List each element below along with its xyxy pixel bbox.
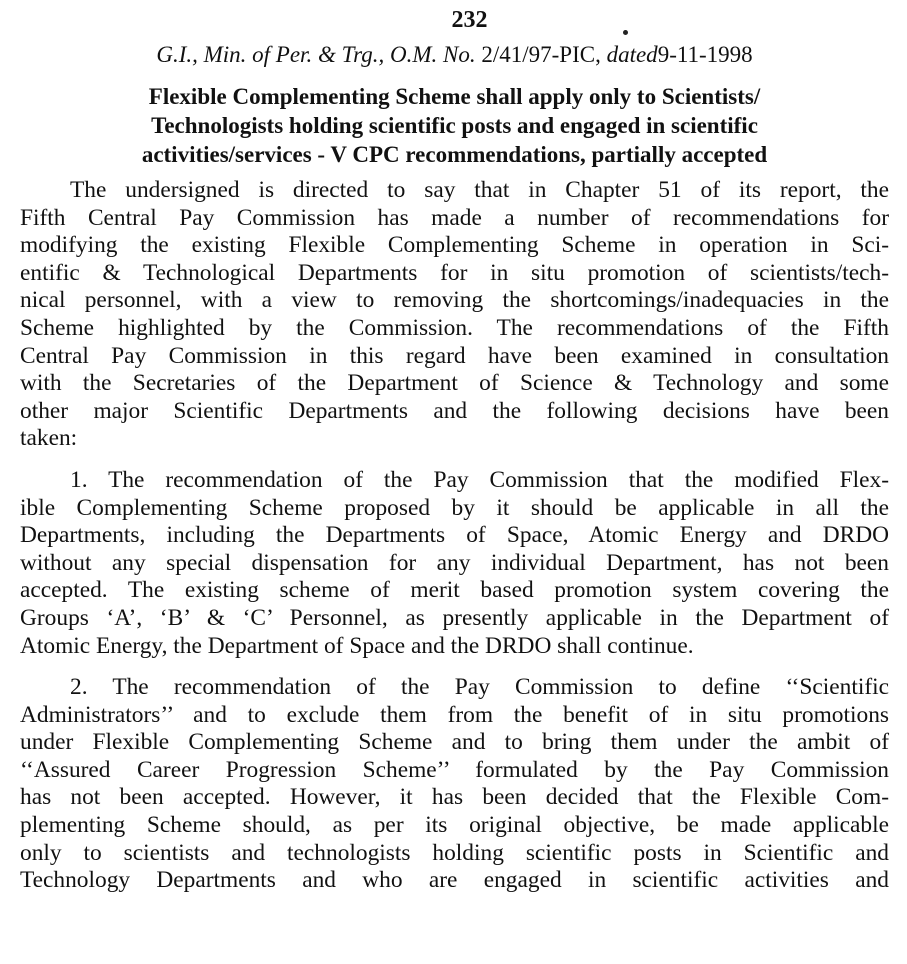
section-heading — [20, 82, 889, 169]
text-line: Fifth Central Pay Commission has made a number of recommendations for — [20, 204, 889, 231]
text-line: nical personnel, with a view to removing the shortcomings/inadequacies in the — [20, 287, 889, 314]
text-line: entific & Technological Departments for in situ promotion of scientists/tech- — [20, 259, 889, 286]
point-2-paragraph — [20, 674, 889, 895]
text-line: taken: — [20, 425, 78, 452]
text-line: under Flexible Complementing Scheme and to bring them under the ambit of — [20, 729, 889, 756]
heading-line: Flexible Complementing Scheme shall apply only to Scientists/ — [148, 84, 761, 109]
text-line: only to scientists and technologists holding scientific posts in Scientific and — [20, 839, 889, 866]
text-line: other major Scientific Departments and the following decisions have been — [20, 397, 889, 424]
text-line: The undersigned is directed to say that in Chapter 51 of its report, the — [70, 177, 889, 203]
text-line: modifying the existing Flexible Complementing Scheme in operation in Sci- — [20, 232, 889, 259]
text-line: with the Secretaries of the Department of Science & Technology and some — [20, 370, 889, 397]
text-line: Administrators’’ and to exclude them from the benefit of in situ promotions — [20, 701, 889, 728]
page-number: 232 — [451, 7, 488, 33]
citation — [20, 40, 889, 70]
text-line: Atomic Energy, the Department of Space and the DRDO shall continue. — [20, 632, 694, 659]
text-line: Scheme highlighted by the Commission. The recommendations of the Fifth — [20, 314, 889, 341]
text-line: ‘‘Assured Career Progression Scheme’’ formulated by the Pay Commission — [20, 756, 889, 783]
text-line: plementing Scheme should, as per its original objective, be made applicable — [20, 812, 889, 839]
ink-speck — [623, 30, 628, 35]
heading-line: Technologists holding scientific posts and engaged in scientific — [151, 113, 758, 138]
text-line: Technology Departments and who are engaged in scientific activities and — [20, 867, 889, 894]
point-1-paragraph — [20, 467, 889, 660]
citation-part-3: dated — [606, 42, 658, 67]
intro-paragraph — [20, 177, 889, 453]
text-line: accepted. The existing scheme of merit based promotion system covering the — [20, 577, 889, 604]
citation-part-4: 9-11-1998 — [657, 42, 753, 67]
heading-line: activities/services - V CPC recommendations, partially accepted — [141, 142, 768, 167]
text-line: Groups ‘A’, ‘B’ & ‘C’ Personnel, as presently applicable in the Department of — [20, 604, 889, 631]
text-line: without any special dispensation for any individual Department, has not been — [20, 549, 889, 576]
text-line: Central Pay Commission in this regard have been examined in consultation — [20, 342, 889, 369]
text-line: 1. The recommendation of the Pay Commission that the modified Flex- — [70, 466, 889, 493]
text-line: has not been accepted. However, it has been decided that the Flexible Com- — [20, 784, 889, 811]
text-line: 2. The recommendation of the Pay Commission to define ‘‘Scientific — [70, 674, 889, 701]
text-line: Departments, including the Departments of Space, Atomic Energy and DRDO — [20, 522, 889, 549]
text-line: ible Complementing Scheme proposed by it should be applicable in all the — [20, 494, 889, 521]
citation-part-2: 2/41/97-PIC, — [481, 42, 601, 67]
citation-part-1: G.I., Min. of Per. & Trg., O.M. No. — [156, 42, 476, 67]
